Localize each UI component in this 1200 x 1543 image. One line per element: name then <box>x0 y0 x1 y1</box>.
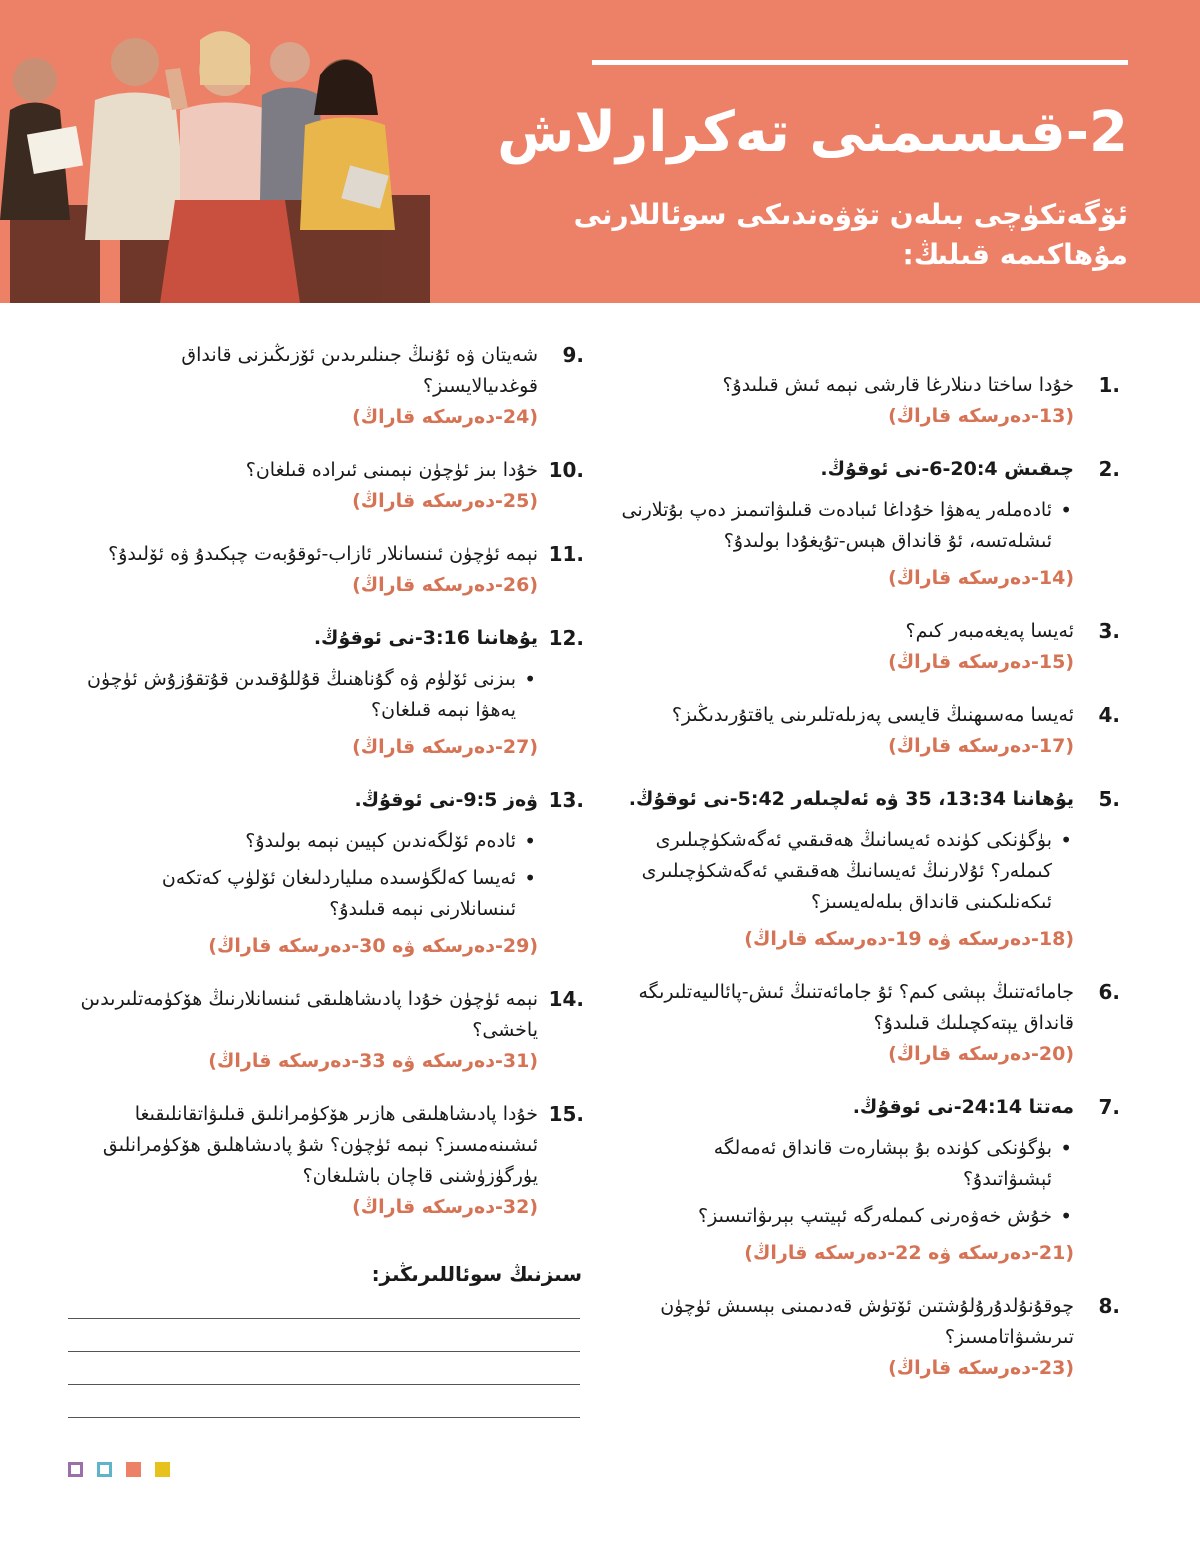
question-4 <box>620 700 1120 762</box>
question-number: 4. <box>1098 703 1120 727</box>
page-subtitle: ئۆگەتكۈچى بىلەن تۆۋەندىكى سوئاللارنى مۇھاكىمە قىلىڭ: <box>573 198 1128 271</box>
lesson-reference: (17-دەرسكە قاراڭ) <box>888 735 1074 757</box>
question-text: ۋەز 9:5-نى ئوقۇڭ. <box>354 789 538 811</box>
lesson-reference: (32-دەرسكە قاراڭ) <box>352 1196 538 1218</box>
answer-line <box>68 1384 580 1385</box>
header-banner <box>0 0 1200 303</box>
question-6 <box>620 977 1120 1070</box>
bullet-item: • بىزنى ئۆلۈم ۋە گۇناھنىڭ قۇللۇقىدىن قۇتقۇزۇش ئۈچۈن يەھۋا نېمە قىلغان؟ <box>70 664 538 726</box>
decor-square-yellow <box>155 1462 170 1477</box>
question-number: 13. <box>548 788 584 812</box>
bullet-item: • بۈگۈنكى كۈندە ئەيسانىڭ ھەقىقىي ئەگەشكۈچىلىرى كىملەر؟ ئۇلارنىڭ ئەيسانىڭ ھەقىقىي ئەگەشكۈچىلىرى ئىكەنلىكىنى قانداق بىلەلەيسىز؟ <box>620 825 1074 918</box>
question-number: 12. <box>548 626 584 650</box>
questions-left-column <box>70 340 584 1245</box>
question-text: ئەيسا مەسىھنىڭ قايسى پەزىلەتلىرىنى ياقتۇرىدىڭىز؟ <box>671 704 1074 726</box>
lesson-reference: (14-دەرسكە قاراڭ) <box>888 567 1074 589</box>
lesson-reference: (13-دەرسكە قاراڭ) <box>888 405 1074 427</box>
bullet-list <box>70 826 538 925</box>
question-text: خۇدا بىز ئۈچۈن نېمىنى ئىرادە قىلغان؟ <box>245 459 538 481</box>
question-15 <box>70 1099 584 1223</box>
answer-line <box>68 1351 580 1352</box>
question-text: خۇدا پادىشاھلىقى ھازىر ھۆكۈمرانلىق قىلىۋاتقانلىقىغا ئىشىنەمسىز؟ نېمە ئۈچۈن؟ شۇ پادىشاھلىق ھۆكۈمرانلىق يۈرگۈزۈشنى قاچان باشلىغان؟ <box>102 1103 538 1187</box>
question-10 <box>70 455 584 517</box>
question-9 <box>70 340 584 433</box>
question-number: 14. <box>548 987 584 1011</box>
bullet-list <box>70 664 538 726</box>
question-number: 1. <box>1098 373 1120 397</box>
lesson-reference: (23-دەرسكە قاراڭ) <box>888 1357 1074 1379</box>
question-text: يۇھاننا 3:16-نى ئوقۇڭ. <box>313 627 538 649</box>
question-text: نېمە ئۈچۈن ئىنسانلار ئازاب-ئوقۇبەت چېكىدۇ ۋە ئۆلىدۇ؟ <box>108 543 538 565</box>
bullet-item: • خۇش خەۋەرنى كىملەرگە ئېيتىپ بېرىۋاتىسىز؟ <box>620 1201 1074 1232</box>
lesson-reference: (27-دەرسكە قاراڭ) <box>352 736 538 758</box>
question-text: خۇدا ساختا دىنلارغا قارشى نېمە ئىش قىلىدۇ؟ <box>722 374 1074 396</box>
question-number: 6. <box>1098 980 1120 1004</box>
question-text: نېمە ئۈچۈن خۇدا پادىشاھلىقى ئىنسانلارنىڭ ھۆكۈمەتلىرىدىن ياخشى؟ <box>80 988 538 1041</box>
question-number: 10. <box>548 458 584 482</box>
question-1 <box>620 370 1120 432</box>
lesson-reference: (18-دەرسكە ۋە 19-دەرسكە قاراڭ) <box>744 928 1074 950</box>
bullet-list <box>620 1133 1074 1232</box>
question-text: شەيتان ۋە ئۇنىڭ جىنلىرىدىن ئۆزىڭىزنى قانداق قوغدىيالايسىز؟ <box>181 344 538 397</box>
bullet-item: • ئادەم ئۆلگەندىن كېيىن نېمە بولىدۇ؟ <box>70 826 538 857</box>
question-number: 2. <box>1098 457 1120 481</box>
question-14 <box>70 984 584 1077</box>
question-13 <box>70 785 584 962</box>
lesson-reference: (25-دەرسكە قاراڭ) <box>352 490 538 512</box>
question-text: چىقىش 20:4-6-نى ئوقۇڭ. <box>820 458 1074 480</box>
bullet-list <box>620 495 1074 557</box>
lesson-reference: (21-دەرسكە ۋە 22-دەرسكە قاراڭ) <box>744 1242 1074 1264</box>
question-number: 5. <box>1098 787 1120 811</box>
question-number: 15. <box>548 1102 584 1126</box>
question-5 <box>620 784 1120 955</box>
question-text: مەتتا 24:14-نى ئوقۇڭ. <box>852 1096 1074 1118</box>
question-number: 7. <box>1098 1095 1120 1119</box>
question-12 <box>70 623 584 763</box>
bullet-list <box>620 825 1074 918</box>
question-number: 3. <box>1098 619 1120 643</box>
question-number: 8. <box>1098 1294 1120 1318</box>
header-rule <box>592 60 1128 65</box>
question-text: يۇھاننا 13:34، 35 ۋە ئەلچىلەر 5:42-نى ئوقۇڭ. <box>628 788 1074 810</box>
question-3 <box>620 616 1120 678</box>
lesson-reference: (26-دەرسكە قاراڭ) <box>352 574 538 596</box>
question-11 <box>70 539 584 601</box>
lesson-reference: (15-دەرسكە قاراڭ) <box>888 651 1074 673</box>
bullet-item: • ئادەملەر يەھۋا خۇداغا ئىبادەت قىلىۋاتىمىز دەپ بۇتلارنى ئىشلەتسە، ئۇ قانداق ھېس-تۇيغۇدا بولىدۇ؟ <box>620 495 1074 557</box>
questions-right-column <box>620 370 1120 1406</box>
question-number: 11. <box>548 542 584 566</box>
decor-square-outline-blue <box>97 1462 112 1477</box>
answer-line <box>68 1318 580 1319</box>
bullet-item: • ئەيسا كەلگۈسىدە مىلياردلىغان ئۆلۈپ كەتكەن ئىنسانلارنى نېمە قىلىدۇ؟ <box>70 863 538 925</box>
lesson-reference: (29-دەرسكە ۋە 30-دەرسكە قاراڭ) <box>208 935 538 957</box>
question-number: 9. <box>562 343 584 367</box>
question-2 <box>620 454 1120 594</box>
lesson-reference: (20-دەرسكە قاراڭ) <box>888 1043 1074 1065</box>
question-8 <box>620 1291 1120 1384</box>
answer-line <box>68 1417 580 1418</box>
own-questions-heading: سىزنىڭ سوئاللىرىڭىز: <box>371 1262 582 1286</box>
lesson-reference: (24-دەرسكە قاراڭ) <box>352 406 538 428</box>
decor-square-salmon <box>126 1462 141 1477</box>
question-text: جامائەتنىڭ بېشى كىم؟ ئۇ جامائەتنىڭ ئىش-پائالىيەتلىرىگە قانداق يېتەكچىلىك قىلىدۇ؟ <box>638 981 1074 1034</box>
lesson-reference: (31-دەرسكە ۋە 33-دەرسكە قاراڭ) <box>208 1050 538 1072</box>
page-title: 2-قىسىمنى تەكرارلاش <box>497 100 1128 165</box>
bullet-item: • بۈگۈنكى كۈندە بۇ بېشارەت قانداق ئەمەلگە ئېشىۋاتىدۇ؟ <box>620 1133 1074 1195</box>
question-text: ئەيسا پەيغەمبەر كىم؟ <box>905 620 1074 642</box>
question-7 <box>620 1092 1120 1269</box>
decor-square-outline-purple <box>68 1462 83 1477</box>
people-illustration <box>0 0 440 303</box>
question-text: چوقۇنۇلدۇرۇلۇشتىن ئۆتۈش قەدىمىنى بېسىش ئۈچۈن تىرىشىۋاتامسىز؟ <box>660 1295 1074 1348</box>
